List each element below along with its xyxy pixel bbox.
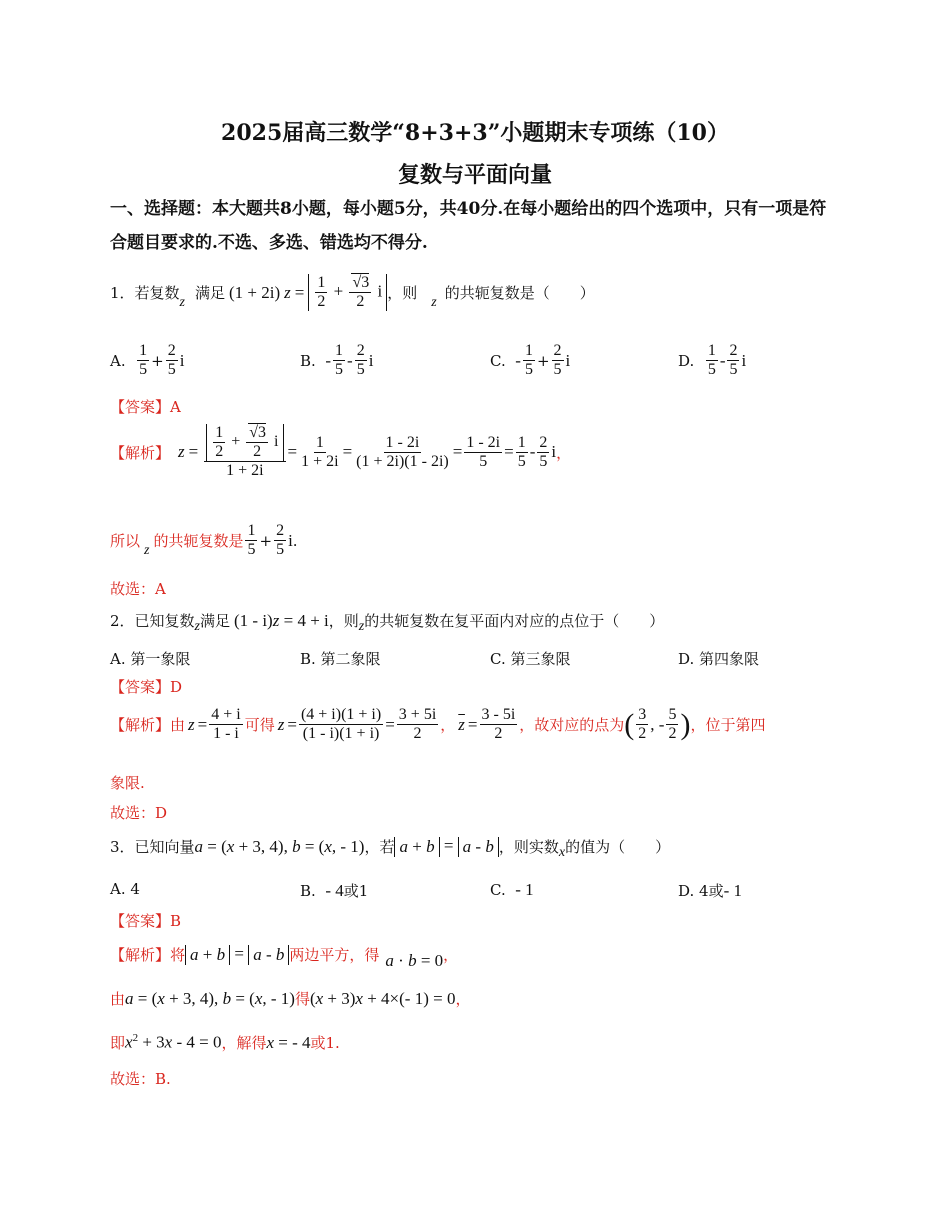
option-2b: B. 第二象限	[300, 650, 381, 668]
option-1d: D. $\frac{1}{5}$ - $\frac{2}{5}$ i	[678, 342, 747, 378]
answer-1: 【答案】A	[110, 398, 181, 416]
option-3c: C. - 1	[490, 880, 534, 899]
answer-3: 【答案】B	[110, 912, 182, 930]
analysis-3: 【解析】 将 a + b = a - b 两边平方，得 a · b = 0 ，	[110, 944, 459, 970]
analysis-3-line3: 即 $x^2 + 3x - 4 = 0$ ，解得 x = - 4 或1.	[110, 1032, 340, 1052]
formula-q1: (1 + 2i) z = $\frac{1}{2}$ + $\frac{√3}{2}$ i	[229, 274, 387, 311]
final-2: 故选：D	[110, 804, 168, 822]
formula-q3: a = (x + 3, 4), b = (x, - 1)	[194, 836, 365, 856]
question-1-stem: 1．若复数 z 满足 (1 + 2i) z = $\frac{1}{2}$ + $\frac{√3}{2}$ i ，则 z 的共轭复数是（ ）	[110, 274, 595, 310]
var-z: z	[179, 294, 185, 310]
formula-q2: (1 - i)z = 4 + i	[234, 610, 329, 630]
conclusion-1: 所以 z 的共轭复数是 $\frac{1}{5}$ + $\frac{2}{5}$ i .	[110, 522, 298, 558]
option-3a: A. 4	[110, 880, 140, 898]
option-1a: A. $\frac{1}{5}$ + $\frac{2}{5}$ i	[110, 342, 185, 378]
analysis-1: 【解析】 z = $\frac{1}{2}$ + $\frac{√3}{2}$ i 1 + 2i = $\frac{1}{1 + 2i}$ = $\frac{1 - 2i}{(1 + 2i)(1 - 2i)}$ = $\frac{1 - 2i}{5}$ = $\frac{1}{5}$ - $\frac{2}{5}$ i ，	[110, 424, 572, 479]
option-2a: A. 第一象限	[110, 650, 191, 668]
analysis-1-formula: $\frac{1}{2}$ + $\frac{√3}{2}$ i 1 + 2i	[204, 424, 285, 480]
section-heading: 一、选择题：本大题共8小题，每小题5分，共40分.在每小题给出的四个选项中，只有一项是符合题目要求的.不选、多选、错选均不得分.	[110, 199, 827, 253]
page-title: 2025届高三数学“8+3+3”小题期末专项练（10）	[221, 120, 729, 146]
page-subtitle: 复数与平面向量	[397, 162, 552, 188]
analysis-2-cont: 象限.	[110, 774, 145, 792]
analysis-2: 【解析】 由 z = $\frac{4 + i}{1 - i}$ 可得 z = $\frac{(4 + i)(1 + i)}{(1 - i)(1 + i)}$ = $\frac{3 + 5i}{2}$ ， $\overline{z}$ = $\frac{3 - 5i}{2}$ ，故对应的点为 ( $\frac{3}{2}$ , - $\frac{5}{2}$ ) ，位于第四	[110, 706, 766, 742]
question-3-stem: 3．已知向量 a = (x + 3, 4), b = (x, - 1) ，若 a + b = a - b ，则实数 x 的值为（ ）	[110, 836, 671, 860]
option-1c: C. - $\frac{1}{5}$ + $\frac{2}{5}$ i	[490, 342, 571, 378]
final-3: 故选：B.	[110, 1070, 171, 1088]
option-1b: B. - $\frac{1}{5}$ - $\frac{2}{5}$ i	[300, 342, 374, 378]
option-2c: C. 第三象限	[490, 650, 571, 668]
answer-2: 【答案】D	[110, 678, 183, 696]
option-3d: D. 4或 - 1	[678, 880, 742, 900]
final-1: 故选：A	[110, 580, 166, 598]
option-3b: B. - 4 或1	[300, 880, 369, 900]
analysis-3-line2: 由 a = (x + 3, 4), b = (x, - 1) 得 (x + 3)x + 4×(- 1) = 0 ，	[110, 988, 471, 1008]
option-2d: D. 第四象限	[678, 650, 760, 668]
question-2-stem: 2．已知复数 z 满足 (1 - i)z = 4 + i ，则 z 的共轭复数在复平面内对应的点位于（ ）	[110, 610, 665, 634]
